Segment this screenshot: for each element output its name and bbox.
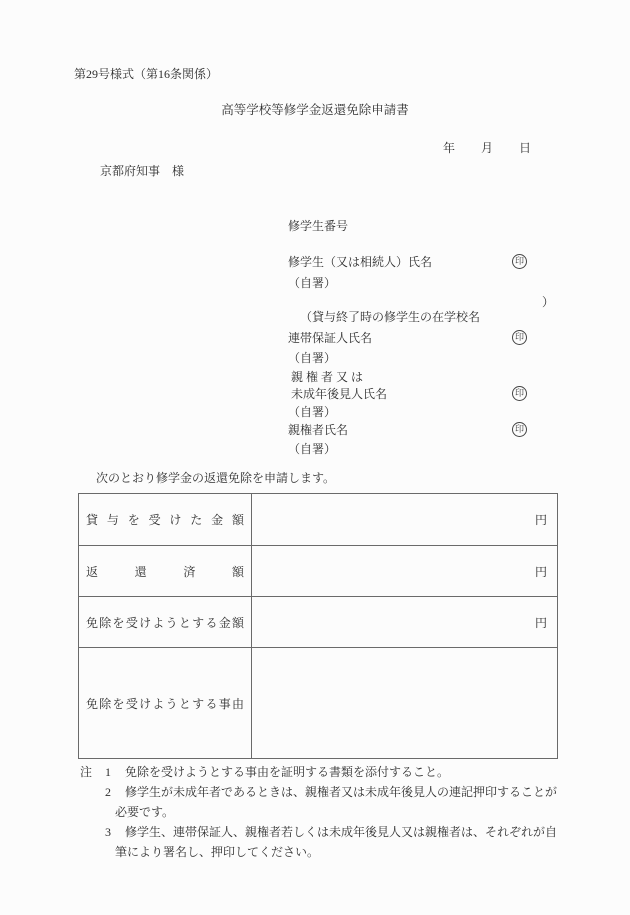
student-number-label: 修学生番号 xyxy=(288,219,349,233)
note-line xyxy=(80,802,557,822)
seal-icon xyxy=(512,386,527,401)
form-number: 第29号様式（第16条関係） xyxy=(74,67,219,81)
guardian-name-label-line2: 未成年後見人氏名 xyxy=(291,387,388,401)
date-year-label: 年 xyxy=(443,141,456,155)
guarantor-name-label: 連帯保証人氏名 xyxy=(288,331,373,345)
note-number: 2 xyxy=(105,785,111,799)
seal-char: 印 xyxy=(514,424,524,434)
row-label-repaid-amount: 返還済額 xyxy=(79,546,252,597)
seal-icon xyxy=(512,422,527,437)
self-signature-note: （自署） xyxy=(288,276,337,290)
note-marker: 注 xyxy=(80,765,93,779)
seal-char: 印 xyxy=(514,256,524,266)
seal-icon xyxy=(512,254,527,269)
table-row-exemption-amount xyxy=(79,597,558,648)
row-value-exemption-amount xyxy=(252,597,558,648)
note-line xyxy=(80,822,557,842)
row-value-repaid-amount xyxy=(252,546,558,597)
note-line xyxy=(80,762,557,782)
self-signature-note: （自署） xyxy=(288,351,337,365)
row-value-exemption-reason xyxy=(252,648,558,759)
seal-char: 印 xyxy=(514,388,524,398)
unit-label: 円 xyxy=(534,615,547,630)
page-title: 高等学校等修学金返還免除申請書 xyxy=(221,103,409,117)
application-intro: 次のとおり修学金の返還免除を申請します。 xyxy=(96,471,336,485)
school-name-label: （貸与終了時の修学生の在学校名 xyxy=(300,310,481,324)
note-line xyxy=(80,842,557,862)
school-name-line xyxy=(288,295,554,355)
note-number: 3 xyxy=(105,825,111,839)
row-label-exemption-reason: 免除を受けようとする事由 xyxy=(79,648,252,759)
note-text: 必要です。 xyxy=(115,805,175,819)
seal-icon xyxy=(512,330,527,345)
row-label-loan-amount: 貸与を受けた金額 xyxy=(79,494,252,546)
school-name-close-paren: ） xyxy=(541,295,554,309)
application-table xyxy=(78,493,558,759)
note-text: 修学生、連帯保証人、親権者若しくは未成年後見人又は親権者は、それぞれが自 xyxy=(125,825,558,839)
table-row-exemption-reason xyxy=(79,648,558,759)
date-line xyxy=(443,141,531,156)
note-text: 免除を受けようとする事由を証明する書類を添付すること。 xyxy=(125,765,450,779)
note-number: 1 xyxy=(105,765,111,779)
parent-name-label: 親権者氏名 xyxy=(288,423,349,437)
self-signature-note: （自署） xyxy=(288,405,337,419)
seal-char: 印 xyxy=(514,332,524,342)
note-text: 修学生が未成年者であるときは、親権者又は未成年後見人の連記押印することが xyxy=(125,785,558,799)
unit-label: 円 xyxy=(534,564,547,579)
self-signature-note: （自署） xyxy=(288,442,337,456)
row-value-loan-amount xyxy=(252,494,558,546)
row-label-exemption-amount: 免除を受けようとする金額 xyxy=(79,597,252,648)
notes-section xyxy=(80,762,557,862)
unit-label: 円 xyxy=(534,513,547,527)
guardian-name-label-line1: 親 権 者 又 は xyxy=(291,370,364,384)
student-name-label: 修学生（又は相続人）氏名 xyxy=(288,255,433,269)
addressee: 京都府知事 様 xyxy=(100,164,185,178)
note-line xyxy=(80,782,557,802)
table-row-loan-amount xyxy=(79,494,558,546)
date-month-label: 月 xyxy=(480,141,493,155)
table-row-repaid-amount xyxy=(79,546,558,597)
date-day-label: 日 xyxy=(518,141,531,155)
note-text: 筆により署名し、押印してください。 xyxy=(115,845,320,859)
